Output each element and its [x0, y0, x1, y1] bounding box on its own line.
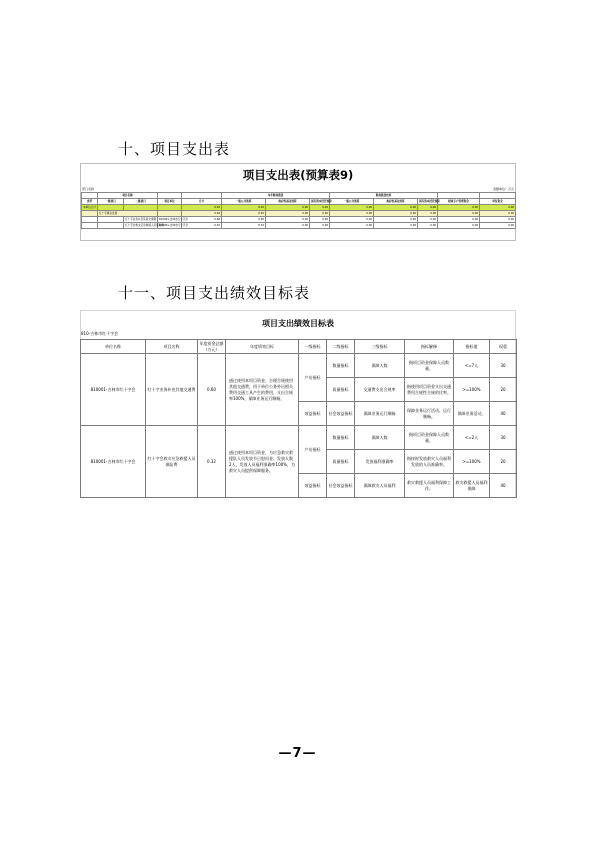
project-unit-cell: 810001-吉林市红十字会	[159, 224, 188, 227]
header-annual-goal: 年度绩效目标	[226, 340, 299, 354]
table1-level1-row: 红十字事业发展 0.92 0.92 0.00 0.00 0.00 0.00 0.00 0.00 0.00	[82, 211, 516, 217]
table2-header-row	[81, 340, 517, 354]
header-total: 合计	[182, 199, 222, 205]
table1-unit-right: 金额单位：万元	[492, 187, 514, 191]
header-special-account: 财政专户管理资金	[438, 199, 480, 205]
annual-amount-cell: 0.60	[198, 354, 226, 426]
header-level3-indicator: 三级指标	[355, 340, 405, 354]
project-unit-cell: 810001-吉林市红十字会	[159, 218, 188, 221]
table-row: 红十字会救灾应急救援人员保险费 810001-吉林市红十字会 0.32 0.32 0.00 0.00 0.00 0.00 0.00 0.00 0.00	[82, 223, 516, 229]
header-level2-indicator: 二级指标	[327, 340, 355, 354]
level1-project-name: 红十字事业发展	[98, 211, 158, 217]
project-name-cell: 红十字会救灾应急救援人员保险费	[146, 426, 198, 498]
table-row: 效益指标 社会效益指标 保障业务运行顺畅 保障业务运行活动、运行顺畅。 保障业务活动。 40	[81, 402, 517, 426]
level1-indicator-cell: 产出指标	[299, 426, 327, 474]
header-carry-state-capital: 国有资本经营预算	[419, 200, 440, 203]
project-name-cell: 红十字业务补充其他交通费	[146, 354, 198, 426]
header-annual-amount: 年度资金总额（万元）	[199, 340, 224, 352]
performance-goals-table	[80, 339, 517, 498]
table1-sum-row: 本单位合计 0.92 0.92 0.00 0.00 0.00 0.00 0.00 0.00 0.00	[83, 206, 514, 209]
header-carry-general-budget: 一般公共预算	[330, 199, 374, 205]
header-current-year-funds: 本年财政拨款	[222, 193, 330, 199]
section-heading-performance-goals: 十一、项目支出绩效目标表	[118, 284, 311, 302]
project-name-cell: 红十字业务补充其他交通费	[125, 218, 157, 221]
unit-name-cell: 810001-吉林市红十字会	[81, 354, 146, 426]
level1-indicator-cell: 产出指标	[299, 354, 327, 402]
table-row: 810001-吉林市红十字会 红十字业务补充其他交通费 0.60 通过使用本项目资金，合理合规使用其他交通费，用于单位公务外出相关费用交通工具产生的费用，支出合规率100%，保障业务运行顺畅。 产出指标 数量指标 保障人数 指项目资金保障人员数量。 <=7人 30	[81, 354, 517, 378]
table-row: 810001-吉林市红十字会 红十字会救灾应急救援人员保险费 0.32 通过使用本项目资金，为应急救灾救援队人员发放节日慰问金、发放人数2人，发放人员福利准确率100%，为救灾人员提供保障服务。 产出指标 数量指标 保障人数 指项目资金保障人员数量。 <=2人 30	[81, 426, 517, 450]
table-row: 质量指标 发放福利准确率 指按时发放救灾人员福利发放的人员准确率。 >=100% 20	[81, 450, 517, 474]
unit-name-cell: 810001-吉林市红十字会	[81, 426, 146, 498]
page-number: —7—	[278, 746, 317, 761]
header-level1-project: 一级项目	[98, 199, 124, 205]
header-project-name: 项目名称	[146, 340, 198, 354]
sum-label: 本单位合计	[83, 206, 96, 209]
table-row: 效益指标 社会效益指标 保障救灾人员福利 救灾救援人员福利保障工作。 救灾救援人员福利保障 40	[81, 474, 517, 498]
table-row: 质量指标 交通费支出合规率 指使用项目资金支出交通费用合规性合规的比率。 >=100% 20	[81, 378, 517, 402]
header-project-unit: 项目单位	[158, 199, 182, 205]
header-fund-budget: 政府性基金预算	[266, 199, 310, 205]
header-general-budget: 一般公共预算	[222, 199, 266, 205]
table1-title: 项目支出表(预算表9)	[242, 168, 354, 182]
performance-goals-sheet	[80, 310, 516, 498]
header-carryover-funds: 财政拨款结转	[330, 193, 438, 199]
table1-unit-left: 部门名称	[82, 187, 95, 191]
header-unit-funds: 单位资金	[480, 199, 516, 205]
section-heading-project-expenditure: 十、项目支出表	[118, 140, 231, 158]
header-indicator-value: 指标值	[454, 340, 490, 354]
header-type: 类型	[82, 199, 98, 205]
header-indicator-description: 指标解释	[405, 340, 454, 354]
table-row: 红十字业务补充其他交通费 810001-吉林市红十字会 0.60 0.60 0.00 0.00 0.00 0.00 0.00 0.00 0.00	[82, 217, 516, 223]
header-state-capital: 国有资本经营预算	[311, 200, 332, 203]
project-expenditure-sheet	[80, 163, 516, 241]
header-level1-indicator: 一级指标	[299, 340, 327, 354]
annual-amount-cell: 0.32	[198, 426, 226, 498]
annual-goal-cell: 通过使用本项目资金，合理合规使用其他交通费，用于单位公务外出相关费用交通工具产生的费用，支出合规率100%，保障业务运行顺畅。	[226, 354, 299, 426]
table2-unit: 810-吉林市红十字会	[81, 331, 119, 336]
header-carry-fund-budget: 政府性基金预算	[374, 199, 418, 205]
annual-goal-cell: 通过使用本项目资金，为应急救灾救援队人员发放节日慰问金、发放人数2人，发放人员福利准确率100%，为救灾人员提供保障服务。	[226, 426, 299, 498]
header-unit-name: 单位名称	[81, 340, 146, 354]
table2-title: 项目支出绩效目标表	[262, 319, 334, 328]
project-name-cell: 红十字会救灾应急救援人员保险费	[125, 224, 164, 227]
header-project-name: 项目名称	[98, 193, 158, 199]
header-weight: 权重	[490, 340, 517, 354]
project-expenditure-table	[81, 192, 516, 229]
header-level2-project: 二级项目	[124, 199, 158, 205]
